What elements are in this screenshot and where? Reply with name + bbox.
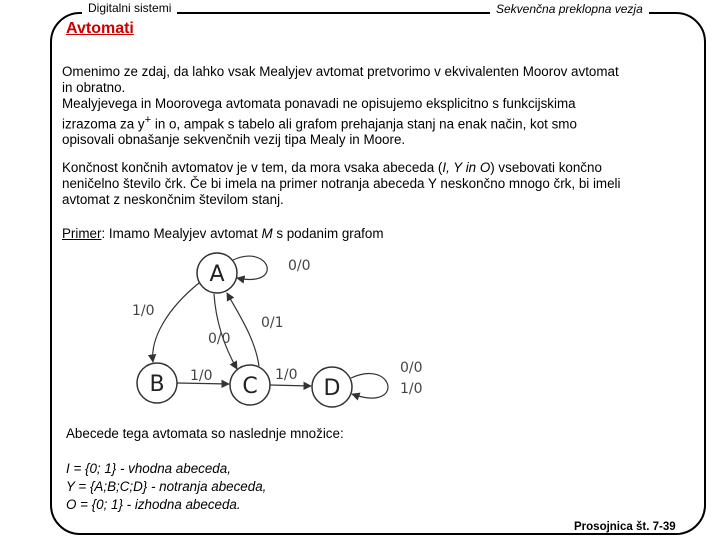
slide-number: Prosojnica št. 7-39	[570, 521, 680, 533]
node-a	[197, 253, 237, 293]
alphabet-intro: Abecede tega avtomata so naslednje množice:	[66, 426, 344, 441]
label-c-to-a: 0/1	[261, 315, 284, 331]
edge-d-loop	[351, 374, 388, 399]
node-b-label: B	[149, 372, 165, 397]
p1-line1: Omenimo ze zdaj, da lahko vsak Mealyjev avtomat pretvorimo v ekvivalenten Moorov avtomat	[62, 64, 619, 79]
label-d-loop-bottom: 1/0	[400, 381, 423, 397]
p2-line1b: ) vsebovati končno	[490, 160, 602, 175]
label-a-loop: 0/0	[288, 258, 311, 274]
label-b-to-c: 1/0	[190, 368, 213, 384]
label-a-to-b: 1/0	[132, 303, 155, 319]
p2-line3: avtomat z neskončnim številom stanj.	[62, 192, 284, 207]
p1-line4-sup: +	[144, 114, 152, 126]
p1-line4a: izrazoma za y	[62, 116, 145, 132]
node-c	[230, 365, 270, 405]
p2-line1-italic: I, Y in O	[442, 160, 491, 175]
node-a-label: A	[209, 262, 225, 287]
label-a-to-c: 0/0	[208, 331, 231, 347]
p1-line3: Mealyjevega in Moorovega avtomata ponavadi ne opisujemo eksplicitno s funkcijskima	[62, 96, 576, 111]
node-d	[312, 367, 352, 407]
slide-title: Avtomati	[62, 20, 138, 38]
p2-line1a: Končnost končnih avtomatov je v tem, da mora vsaka abeceda (	[62, 160, 443, 175]
label-c-to-d: 1/0	[275, 367, 298, 383]
p2-line2: neničelno število črk. Če bi imela na primer notranja abeceda Y neskončno mnogo črk, bi imeli	[62, 176, 621, 191]
alphabet-list	[66, 460, 266, 514]
paragraph-example	[62, 226, 692, 242]
label-d-loop-top: 0/0	[400, 360, 423, 376]
edge-c-to-d	[270, 385, 311, 386]
paragraph-finiteness	[62, 160, 692, 208]
header-course: Digitalni sistemi	[82, 1, 177, 15]
paragraph-intro	[62, 64, 692, 148]
alphabet-input: I = {0; 1} - vhodna abeceda,	[66, 461, 231, 476]
node-b	[137, 363, 177, 403]
p1-line4b: in o, ampak s tabelo ali grafom prehajanja stanj na enak način, kot smo	[151, 116, 577, 132]
node-d-label: D	[323, 376, 341, 401]
edge-c-to-a	[227, 293, 259, 366]
alphabet-output: O = {0; 1} - izhodna abeceda.	[66, 497, 241, 512]
example-automaton-name: M	[261, 226, 273, 241]
edge-a-loop	[233, 256, 267, 279]
alphabet-internal: Y = {A;B;C;D} - notranja abeceda,	[66, 479, 267, 494]
example-text-a: : Imamo Mealyjev avtomat	[101, 226, 262, 241]
edge-a-to-b	[153, 283, 199, 362]
example-text-b: s podanim grafom	[272, 226, 384, 241]
p1-line2: in obratno.	[62, 80, 126, 95]
state-graph	[120, 248, 440, 423]
p1-line5: opisovali obnašanje sekvenčnih vezij tipa Mealy in Moore.	[62, 132, 406, 148]
header-chapter: Sekvenčna preklopna vezja	[490, 2, 649, 16]
example-label: Primer	[62, 226, 102, 241]
node-c-label: C	[242, 374, 258, 399]
